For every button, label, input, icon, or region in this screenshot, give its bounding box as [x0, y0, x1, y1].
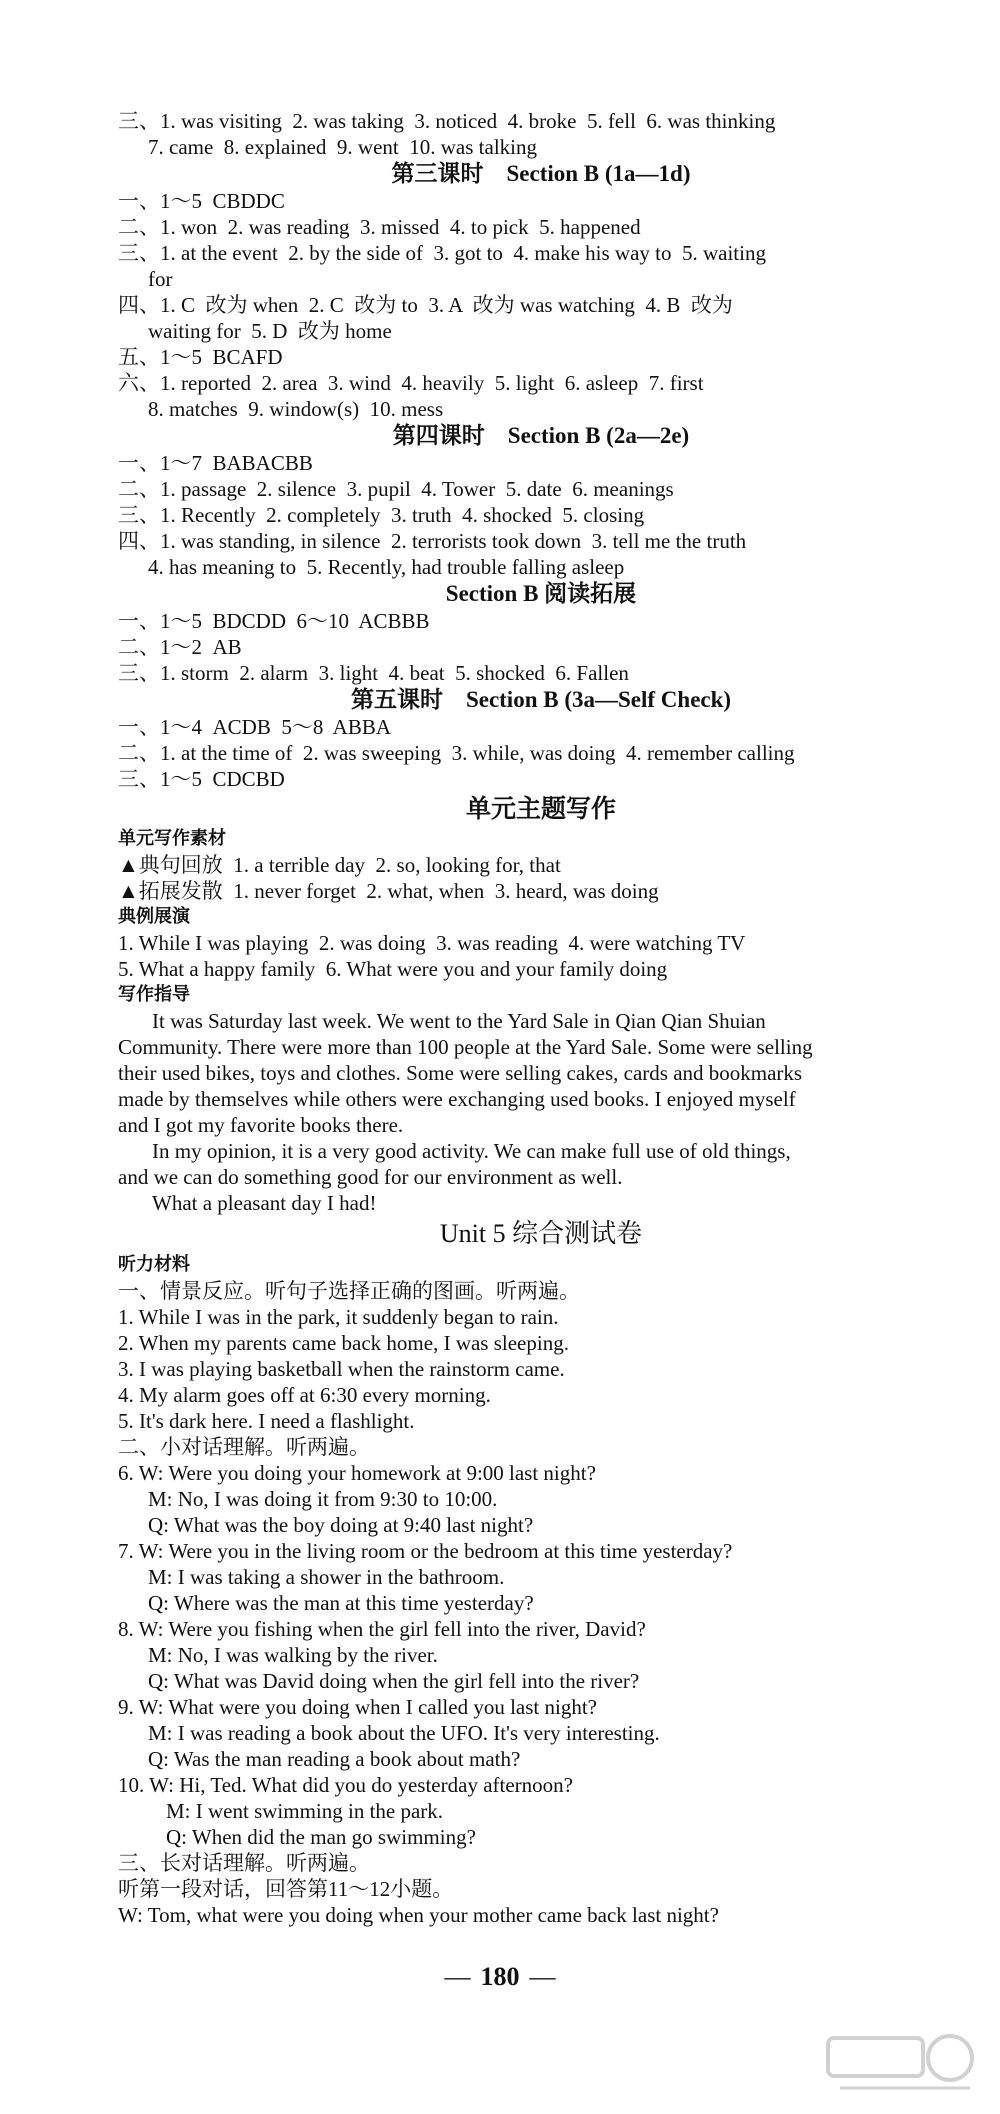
answer-line: 二、1. passage 2. silence 3. pupil 4. Tower 5. date 6. meanings	[118, 477, 674, 501]
answer-line: M: No, I was doing it from 9:30 to 10:00.	[148, 1487, 498, 1511]
answer-line: What a pleasant day I had!	[152, 1191, 377, 1215]
answer-line: 10. W: Hi, Ted. What did you do yesterday afternoon?	[118, 1773, 573, 1797]
subsection-label: 典例展演	[118, 906, 190, 927]
answer-line: 二、1～2 AB	[118, 635, 242, 659]
answer-line: 三、1. Recently 2. completely 3. truth 4. shocked 5. closing	[118, 503, 645, 527]
answer-line: 7. came 8. explained 9. went 10. was talking	[148, 135, 537, 159]
answer-line: 六、1. reported 2. area 3. wind 4. heavily 5. light 6. asleep 7. first	[118, 371, 704, 395]
answer-line: 三、长对话理解。听两遍。	[118, 1851, 370, 1875]
answer-line: and we can do something good for our environment as well.	[118, 1165, 623, 1189]
answer-line: 4. My alarm goes off at 6:30 every morning.	[118, 1383, 491, 1407]
section-heading: 第三课时 Section B (1a—1d)	[391, 161, 691, 186]
answer-line: 8. matches 9. window(s) 10. mess	[148, 397, 444, 421]
answer-line: 三、1. storm 2. alarm 3. light 4. beat 5. shocked 6. Fallen	[118, 661, 629, 685]
answer-line: their used bikes, toys and clothes. Some were selling cakes, cards and bookmarks	[118, 1061, 803, 1085]
answer-line: 4. has meaning to 5. Recently, had trouble falling asleep	[148, 555, 625, 579]
answer-line: Q: When did the man go swimming?	[166, 1825, 476, 1849]
answer-line: Q: Was the man reading a book about math?	[148, 1747, 521, 1771]
answer-line: 2. When my parents came back home, I was sleeping.	[118, 1331, 569, 1355]
section-heading: Section B 阅读拓展	[445, 581, 637, 606]
answer-line: 1. While I was in the park, it suddenly began to rain.	[118, 1305, 559, 1329]
answer-line: 5. What a happy family 6. What were you and your family doing	[118, 957, 668, 981]
answer-line: 9. W: What were you doing when I called you last night?	[118, 1695, 597, 1719]
answer-line: 一、1～7 BABACBB	[118, 451, 313, 475]
answer-line: Q: Where was the man at this time yesterday?	[148, 1591, 534, 1615]
answer-line: ▲拓展发散 1. never forget 2. what, when 3. heard, was doing	[118, 879, 659, 903]
page-number: — 180 —	[444, 1962, 556, 1991]
answer-line: 四、1. was standing, in silence 2. terrorists took down 3. tell me the truth	[118, 529, 747, 553]
answer-line: ▲典句回放 1. a terrible day 2. so, looking for, that	[118, 853, 561, 877]
answer-line: M: I went swimming in the park.	[166, 1799, 444, 1823]
unit-title: Unit 5 综合测试卷	[439, 1219, 643, 1248]
answer-line: 五、1～5 BCAFD	[118, 345, 283, 369]
answer-line: 四、1. C 改为 when 2. C 改为 to 3. A 改为 was watching 4. B 改为	[118, 293, 733, 317]
section-heading: 第四课时 Section B (2a—2e)	[392, 423, 690, 448]
answer-line: 二、小对话理解。听两遍。	[118, 1435, 370, 1459]
answer-line: 三、1. was visiting 2. was taking 3. noticed 4. broke 5. fell 6. was thinking	[118, 109, 776, 133]
answer-line: In my opinion, it is a very good activity. We can make full use of old things,	[152, 1139, 791, 1163]
answer-line: W: Tom, what were you doing when your mother came back last night?	[118, 1903, 719, 1927]
answer-line: 6. W: Were you doing your homework at 9:00 last night?	[118, 1461, 596, 1485]
page-number-text: 180	[480, 1962, 520, 1991]
answer-line: Q: What was the boy doing at 9:40 last night?	[148, 1513, 534, 1537]
subsection-label: 听力材料	[118, 1254, 190, 1275]
subsection-label: 单元写作素材	[118, 828, 226, 849]
answer-line: 3. I was playing basketball when the rainstorm came.	[118, 1357, 565, 1381]
answer-line: waiting for 5. D 改为 home	[148, 319, 392, 343]
answer-line: 一、1～4 ACDB 5～8 ABBA	[118, 715, 392, 739]
answer-line: for	[148, 267, 173, 291]
watermark-logo-icon	[820, 2030, 980, 2100]
answer-line: 1. While I was playing 2. was doing 3. was reading 4. were watching TV	[118, 931, 746, 955]
answer-line: 三、1. at the event 2. by the side of 3. got to 4. make his way to 5. waiting	[118, 241, 766, 265]
answer-line: M: No, I was walking by the river.	[148, 1643, 438, 1667]
answer-line: 7. W: Were you in the living room or the bedroom at this time yesterday?	[118, 1539, 733, 1563]
answer-line: 三、1～5 CDCBD	[118, 767, 285, 791]
answer-line: M: I was taking a shower in the bathroom.	[148, 1565, 505, 1589]
answer-line: 听第一段对话，回答第11～12小题。	[118, 1877, 454, 1901]
answer-line: 二、1. won 2. was reading 3. missed 4. to pick 5. happened	[118, 215, 641, 239]
subsection-label: 写作指导	[118, 984, 190, 1005]
answer-line: and I got my favorite books there.	[118, 1113, 404, 1137]
answer-line: 一、1～5 CBDDC	[118, 189, 285, 213]
section-heading: 第五课时 Section B (3a—Self Check)	[350, 687, 732, 712]
answer-line: 一、1～5 BDCDD 6～10 ACBBB	[118, 609, 430, 633]
answer-line: 5. It's dark here. I need a flashlight.	[118, 1409, 415, 1433]
answer-line: 一、情景反应。听句子选择正确的图画。听两遍。	[118, 1279, 580, 1303]
answer-line: M: I was reading a book about the UFO. It's very interesting.	[148, 1721, 660, 1745]
answer-line: It was Saturday last week. We went to the Yard Sale in Qian Qian Shuian	[152, 1009, 766, 1033]
answer-line: 二、1. at the time of 2. was sweeping 3. while, was doing 4. remember calling	[118, 741, 795, 765]
answer-line: Q: What was David doing when the girl fell into the river?	[148, 1669, 640, 1693]
answer-key-content	[118, 108, 964, 1928]
answer-line: Community. There were more than 100 people at the Yard Sale. Some were selling	[118, 1035, 813, 1059]
answer-line: made by themselves while others were exchanging used books. I enjoyed myself	[118, 1087, 796, 1111]
answer-line: 8. W: Were you fishing when the girl fell into the river, David?	[118, 1617, 646, 1641]
section-heading-main: 单元主题写作	[465, 794, 616, 823]
